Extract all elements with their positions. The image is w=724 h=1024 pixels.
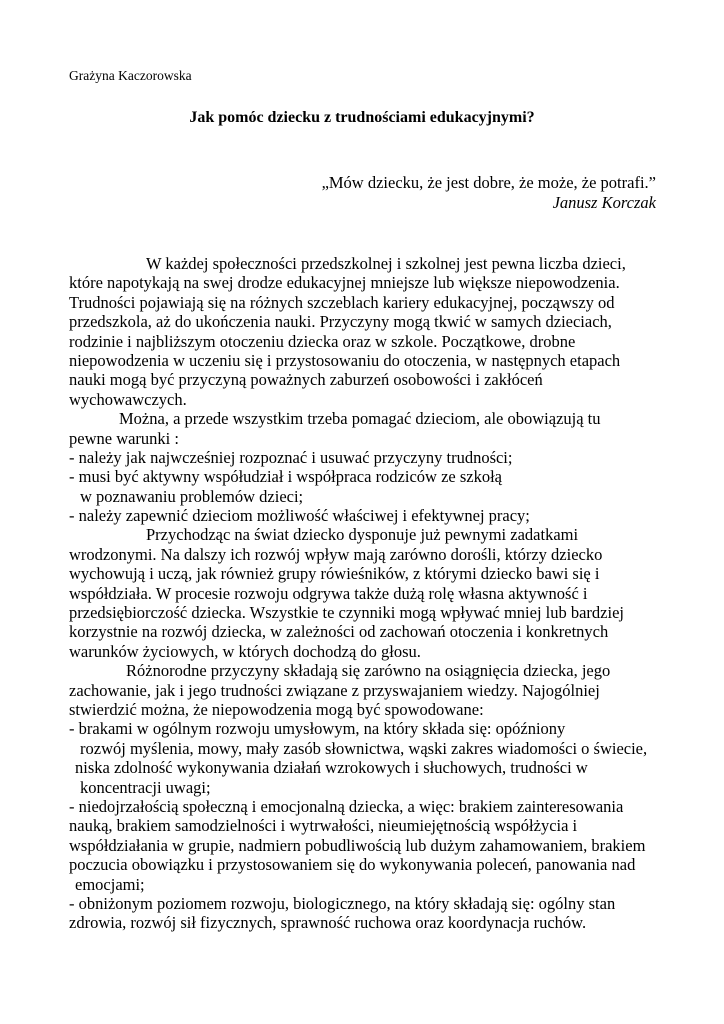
list-item-continuation: niska zdolność wykonywania działań wzrokowych i słuchowych, trudności w: [75, 758, 588, 778]
list-item-continuation: poczucia obowiązku i przystosowaniem się do wykonywania poleceń, panowania nad: [69, 855, 636, 875]
text-line: pewne warunki :: [69, 428, 179, 448]
list-item-continuation: współdziałania w grupie, nadmiern pobudliwością lub dużym zahamowaniem, brakiem: [69, 835, 646, 855]
epigraph-quote: „Mów dziecku, że jest dobre, że może, że potrafi.”: [321, 173, 656, 192]
document-title: Jak pomóc dziecku z trudnościami edukacyjnymi?: [189, 109, 535, 126]
list-item-continuation: rozwój myślenia, mowy, mały zasób słownictwa, wąski zakres wiadomości o świecie,: [80, 738, 648, 758]
list-item: - należy zapewnić dzieciom możliwość właściwej i efektywnej pracy;: [69, 506, 530, 526]
text-line: stwierdzić można, że niepowodzenia mogą być spowodowane:: [69, 699, 484, 719]
text-line: wrodzonymi. Na dalszy ich rozwój wpływ mają zarówno dorośli, którzy dziecko: [69, 544, 603, 564]
text-line: które napotykają na swej drodze edukacyjnej mniejsze lub większe niepowodzenia.: [69, 273, 620, 293]
text-line: korzystnie na rozwój dziecka, w zależności od zachowań otoczenia i konkretnych: [69, 622, 609, 642]
list-item-continuation: zdrowia, rozwój sił fizycznych, sprawność ruchowa oraz koordynacja ruchów.: [69, 913, 587, 933]
text-line: współdziała. W procesie rozwoju odgrywa także dużą rolę własna aktywność i: [69, 583, 588, 603]
text-line: rodzinie i najbliższym otoczeniu dziecka oraz w szkole. Początkowe, drobne: [69, 331, 576, 351]
list-item: - należy jak najwcześniej rozpoznać i usuwać przyczyny trudności;: [69, 447, 513, 467]
list-item: - musi być aktywny współudział i współpraca rodziców ze szkołą: [69, 467, 503, 487]
text-line: niepowodzenia w uczeniu się i przystosowaniu do otoczenia, w następnych etapach: [69, 350, 621, 370]
text-line: przedszkola, aż do ukończenia nauki. Przyczyny mogą tkwić w samych dzieciach,: [69, 312, 612, 332]
text-line: wychowują i uczą, jak również grupy rówieśników, z którymi dziecko bawi się i: [69, 564, 600, 584]
text-line: zachowanie, jak i jego trudności związane z przyswajaniem wiedzy. Najogólniej: [69, 680, 600, 700]
epigraph-author: Janusz Korczak: [552, 193, 656, 212]
list-item: - niedojrzałością społeczną i emocjonalną dziecka, a więc: brakiem zainteresowania: [69, 796, 624, 816]
list-item-continuation: w poznawaniu problemów dzieci;: [80, 486, 304, 506]
body-text: [69, 254, 689, 933]
list-item-continuation: emocjami;: [75, 874, 145, 894]
text-line: W każdej społeczności przedszkolnej i szkolnej jest pewna liczba dzieci,: [146, 254, 626, 273]
list-item: - obniżonym poziomem rozwoju, biologicznego, na który składają się: ogólny stan: [69, 893, 616, 913]
text-line: Różnorodne przyczyny składają się zarówno na osiągnięcia dziecka, jego: [126, 661, 611, 681]
text-line: Można, a przede wszystkim trzeba pomagać dzieciom, ale obowiązują tu: [119, 409, 601, 429]
list-item-continuation: koncentracji uwagi;: [80, 777, 211, 797]
list-item-continuation: nauką, brakiem samodzielności i wytrwałości, nieumiejętnością współżycia i: [69, 816, 578, 836]
author-name: Grażyna Kaczorowska: [69, 68, 192, 83]
text-line: Przychodząc na świat dziecko dysponuje już pewnymi zadatkami: [146, 525, 579, 545]
text-line: nauki mogą być przyczyną poważnych zaburzeń osobowości i zakłóceń: [69, 370, 543, 390]
text-line: przedsiębiorczość dziecka. Wszystkie te czynniki mogą wpływać mniej lub bardziej: [69, 603, 624, 623]
list-item: - brakami w ogólnym rozwoju umysłowym, na który składa się: opóźniony: [69, 719, 566, 739]
text-line: warunków życiowych, w których dochodzą do głosu.: [69, 641, 421, 661]
text-line: wychowawczych.: [69, 389, 187, 409]
text-line: Trudności pojawiają się na różnych szczeblach kariery edukacyjnej, począwszy od: [69, 292, 615, 312]
